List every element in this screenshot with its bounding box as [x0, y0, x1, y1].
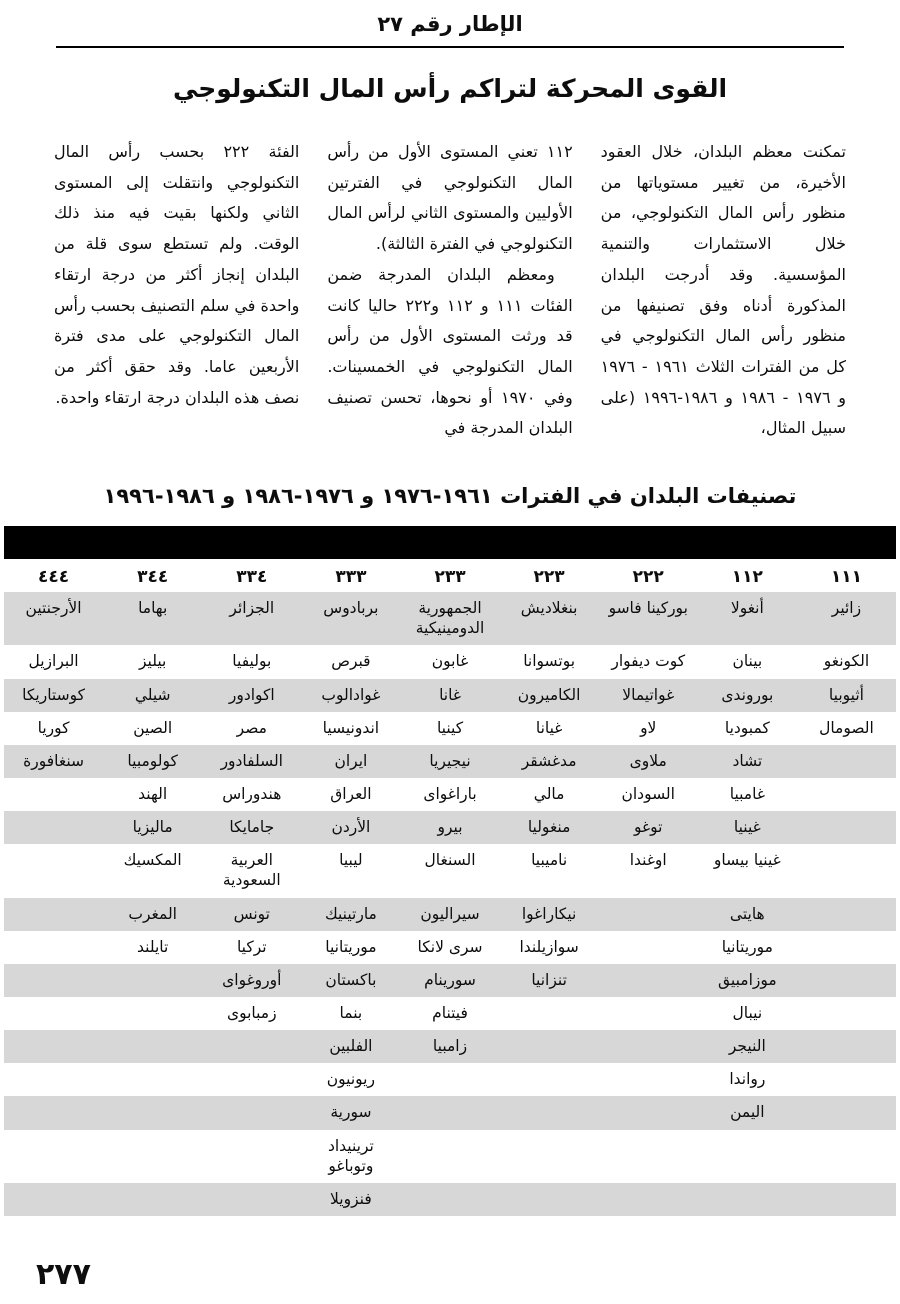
column-header: ٢٢٢ [599, 559, 698, 592]
country-cell: بوليفيا [232, 652, 272, 671]
country-cell: تركيا [236, 937, 267, 956]
country-cell: بينان [732, 652, 763, 671]
country-cell: سرى لانكا [417, 937, 483, 956]
country-cell: البرازيل [28, 652, 79, 671]
country-cell: زمبابوى [226, 1004, 277, 1023]
country-cell [4, 1130, 103, 1183]
country-cell [500, 1096, 599, 1129]
country-cell: بربادوس [323, 599, 379, 618]
country-cell: الهند [138, 785, 168, 804]
country-cell [500, 1030, 599, 1063]
country-cell: رواندا [729, 1070, 766, 1089]
country-cell [4, 1096, 103, 1129]
country-cell: سنغافورة [23, 751, 84, 770]
country-cell [202, 1183, 301, 1216]
country-cell: هايتى [729, 904, 765, 923]
country-cell [599, 898, 698, 931]
country-cell [797, 811, 896, 844]
table-row [4, 898, 896, 931]
country-cell [103, 1183, 202, 1216]
country-cell [103, 1030, 202, 1063]
country-cell: كينيا [436, 718, 464, 737]
country-cell: موزامبيق [717, 970, 777, 989]
country-cell: سيراليون [420, 904, 480, 923]
country-cell: الصين [133, 718, 173, 737]
country-cell: مارتينيك [324, 904, 377, 923]
country-cell: كوستاريكا [22, 685, 85, 704]
classification-table [4, 559, 896, 1216]
country-cell: فنزويلا [330, 1189, 372, 1208]
table-row [4, 1130, 896, 1183]
table-row [4, 645, 896, 678]
country-cell: الأرجنتين [25, 599, 82, 618]
body-column-left [54, 137, 299, 413]
country-cell [797, 1096, 896, 1129]
country-cell [4, 1063, 103, 1096]
table-row [4, 592, 896, 645]
country-cell: كوت ديفوار [611, 652, 686, 671]
table-header-row [4, 559, 896, 592]
country-cell: الكونغو [823, 652, 870, 671]
table-row [4, 1096, 896, 1129]
country-cell: ايران [334, 751, 368, 770]
country-cell: تونس [233, 904, 270, 923]
page-number: ٢٧٧ [36, 1257, 91, 1292]
country-cell: اكوادور [228, 685, 275, 704]
country-cell [4, 811, 103, 844]
country-cell [797, 898, 896, 931]
country-cell [599, 1096, 698, 1129]
country-cell: تنزانيا [531, 970, 567, 989]
country-cell: باراغواى [423, 785, 477, 804]
country-cell [103, 1096, 202, 1129]
country-cell: اندونيسيا [322, 718, 380, 737]
country-cell: الجمهورية الدومينيكية [415, 599, 485, 638]
country-cell [500, 1063, 599, 1096]
country-cell [4, 844, 103, 897]
country-cell: موريتانيا [325, 937, 377, 956]
country-cell: الأردن [331, 818, 371, 837]
country-cell: السنغال [424, 851, 476, 870]
country-cell: قبرص [331, 652, 371, 671]
country-cell: منغوليا [527, 818, 571, 837]
table-title: تصنيفات البلدان في الفترات ١٩٦١-١٩٧٦ و ١٩٧٦-١٩٨٦ و ١٩٨٦-١٩٩٦ [103, 484, 797, 509]
country-cell: بوركينا فاسو [608, 599, 688, 618]
country-cell [400, 1183, 499, 1216]
country-cell [500, 1130, 599, 1183]
country-cell: الفلبين [329, 1037, 373, 1056]
country-cell: أثيوبيا [828, 685, 864, 704]
column-header: ٣٤٤ [103, 559, 202, 592]
frame-header [54, 8, 846, 46]
country-cell [797, 1063, 896, 1096]
country-cell [797, 844, 896, 897]
classification-table-section [4, 526, 896, 1216]
country-cell: العراق [330, 785, 372, 804]
country-cell: ليبيا [339, 851, 363, 870]
country-cell: غامبيا [729, 785, 765, 804]
country-cell: غانا [439, 685, 461, 704]
body-paragraph-middle-2: ومعظم البلدان المدرجة ضمن الفئات ١١١ و ١١٢ و٢٢٢ حاليا كانت قد ورثت المستوى الأول من رأس المال التكنولوجي في الخمسينات. وفي ١٩٧٠ أو نحوها، تحسن تصنيف البلدان المدرجة في [327, 264, 573, 438]
country-cell [103, 997, 202, 1030]
country-cell: نيجيريا [429, 751, 471, 770]
country-cell [599, 964, 698, 997]
country-cell: تشاد [732, 751, 763, 770]
country-cell: سورية [330, 1103, 372, 1122]
country-cell: زامبيا [432, 1037, 468, 1056]
country-cell: غابون [431, 652, 469, 671]
country-cell: لاو [640, 718, 657, 737]
column-header: ٢٢٣ [500, 559, 599, 592]
country-cell: ماليزيا [132, 818, 173, 837]
country-cell [4, 778, 103, 811]
country-cell [599, 1183, 698, 1216]
country-cell: اليمن [730, 1103, 765, 1122]
country-cell: زائير [831, 599, 862, 618]
country-cell [400, 1130, 499, 1183]
country-cell: كمبوديا [724, 718, 770, 737]
country-cell [4, 1183, 103, 1216]
country-cell [103, 1130, 202, 1183]
country-cell [599, 997, 698, 1030]
country-cell: كوريا [37, 718, 70, 737]
country-cell: بنما [339, 1004, 363, 1023]
country-cell: كولومبيا [127, 751, 178, 770]
country-cell: هندوراس [222, 785, 282, 804]
country-cell: الجزائر [229, 599, 275, 618]
country-cell: باكستان [325, 970, 377, 989]
country-cell: ريونيون [326, 1070, 375, 1089]
table-row [4, 679, 896, 712]
country-cell: بيرو [437, 818, 463, 837]
country-cell [4, 1030, 103, 1063]
country-cell: غوادالوب [321, 685, 381, 704]
country-cell: العربية السعودية [222, 851, 281, 890]
country-cell [500, 997, 599, 1030]
country-cell [4, 931, 103, 964]
table-body [4, 592, 896, 1216]
column-header: ٤٤٤ [4, 559, 103, 592]
country-cell [4, 997, 103, 1030]
country-cell [797, 778, 896, 811]
table-row [4, 1030, 896, 1063]
country-cell: شيلي [134, 685, 171, 704]
country-cell: المغرب [128, 904, 177, 923]
country-cell [103, 1063, 202, 1096]
column-header: ٣٣٣ [301, 559, 400, 592]
column-header: ٣٣٤ [202, 559, 301, 592]
country-cell: ناميبيا [531, 851, 568, 870]
column-header: ١١٢ [698, 559, 797, 592]
country-cell: أوروغواى [222, 970, 282, 989]
country-cell [698, 1183, 797, 1216]
country-cell [797, 964, 896, 997]
page-title: القوى المحركة لتراكم رأس المال التكنولوجي [172, 74, 728, 103]
country-cell: بيليز [139, 652, 167, 671]
country-cell: جامايكا [229, 818, 275, 837]
table-row [4, 1183, 896, 1216]
table-row [4, 712, 896, 745]
table-row [4, 1063, 896, 1096]
country-cell [599, 1030, 698, 1063]
country-cell: غينيا [733, 818, 761, 837]
table-row [4, 745, 896, 778]
country-cell: سوازيلندا [519, 937, 579, 956]
country-cell [797, 1030, 896, 1063]
country-cell [797, 931, 896, 964]
body-column-right [601, 137, 846, 444]
country-cell [202, 1030, 301, 1063]
country-cell [202, 1063, 301, 1096]
country-cell: بهاما [138, 599, 168, 618]
country-cell [599, 1063, 698, 1096]
country-cell: بوتسوانا [523, 652, 576, 671]
country-cell: موريتانيا [721, 937, 773, 956]
table-row [4, 778, 896, 811]
column-header: ١١١ [797, 559, 896, 592]
country-cell: تايلند [137, 937, 169, 956]
country-cell [797, 745, 896, 778]
country-cell: بنغلاديش [520, 599, 578, 618]
body-column-middle [327, 137, 572, 444]
country-cell: أنغولا [730, 599, 764, 618]
country-cell: غيانا [535, 718, 563, 737]
country-cell: فيتنام [432, 1004, 468, 1023]
body-paragraph-left: الفئة ٢٢٢ بحسب رأس المال التكنولوجي وانتقلت إلى المستوى الثاني ولكنها بقيت فيه منذ ذلك الوقت. ولم تستطع سوى قلة من البلدان إنجاز أكثر من درجة ارتقاء واحدة في سلم التصنيف بحسب رأس المال التكنولوجي على مدى فترة الأربعين عاما. وقد حقق أكثر من نصف هذه البلدان درجة ارتقاء واحدة. [54, 142, 300, 407]
table-header-bar [4, 526, 896, 559]
body-paragraph-middle-1: ١١٢ تعني المستوى الأول من رأس المال التكنولوجي في الفترتين الأوليين والمستوى الثاني لرأس المال التكنولوجي في الفترة الثالثة). [327, 142, 573, 254]
country-cell [103, 964, 202, 997]
country-cell: الصومال [819, 718, 874, 737]
table-row [4, 997, 896, 1030]
country-cell [797, 1183, 896, 1216]
country-cell [400, 1096, 499, 1129]
country-cell [599, 1130, 698, 1183]
column-header: ٢٣٣ [400, 559, 499, 592]
country-cell [4, 898, 103, 931]
country-cell: غواتيمالا [622, 685, 675, 704]
country-cell: ملاوى [629, 751, 667, 770]
country-cell: السلفادور [220, 751, 283, 770]
table-row [4, 964, 896, 997]
country-cell [202, 1130, 301, 1183]
country-cell: ترينيداد وتوباغو [327, 1136, 374, 1175]
country-cell: توغو [634, 818, 663, 837]
country-cell: مدغشقر [521, 751, 577, 770]
country-cell [400, 1063, 499, 1096]
country-cell: النيجر [728, 1037, 766, 1056]
country-cell: اوغندا [629, 851, 667, 870]
country-cell [4, 964, 103, 997]
country-cell [599, 931, 698, 964]
country-cell: الكاميرون [517, 685, 581, 704]
frame-label: الإطار رقم ٢٧ [377, 12, 523, 36]
body-paragraph-right: تمكنت معظم البلدان، خلال العقود الأخيرة، من تغيير مستوياتها من منظور رأس المال التكنولوجي، من خلال الاستثمارات والتنمية المؤسسية. وقد أدرجت البلدان المذكورة أدناه وفق تصنيفها من منظور رأس المال التكنولوجي في كل من الفترات الثلاث ١٩٦١ - ١٩٧٦ و ١٩٧٦ - ١٩٨٦ و ١٩٨٦-١٩٩٦ (على سبيل المثال، [600, 142, 846, 438]
country-cell: مالي [533, 785, 565, 804]
country-cell: نيكاراغوا [521, 904, 577, 923]
country-cell: المكسيك [123, 851, 182, 870]
body-text-columns [54, 137, 846, 444]
country-cell [202, 1096, 301, 1129]
country-cell: غينيا بيساو [713, 851, 781, 870]
country-cell [698, 1130, 797, 1183]
country-cell: السودان [621, 785, 675, 804]
table-head [4, 559, 896, 592]
country-cell: نيبال [732, 1004, 763, 1023]
country-cell [797, 1130, 896, 1183]
table-row [4, 811, 896, 844]
table-row [4, 844, 896, 897]
country-cell [500, 1183, 599, 1216]
header-rule [56, 46, 844, 48]
country-cell: سورينام [424, 970, 476, 989]
country-cell [797, 997, 896, 1030]
country-cell: مصر [236, 718, 267, 737]
table-row [4, 931, 896, 964]
country-cell: بوروندى [721, 685, 774, 704]
